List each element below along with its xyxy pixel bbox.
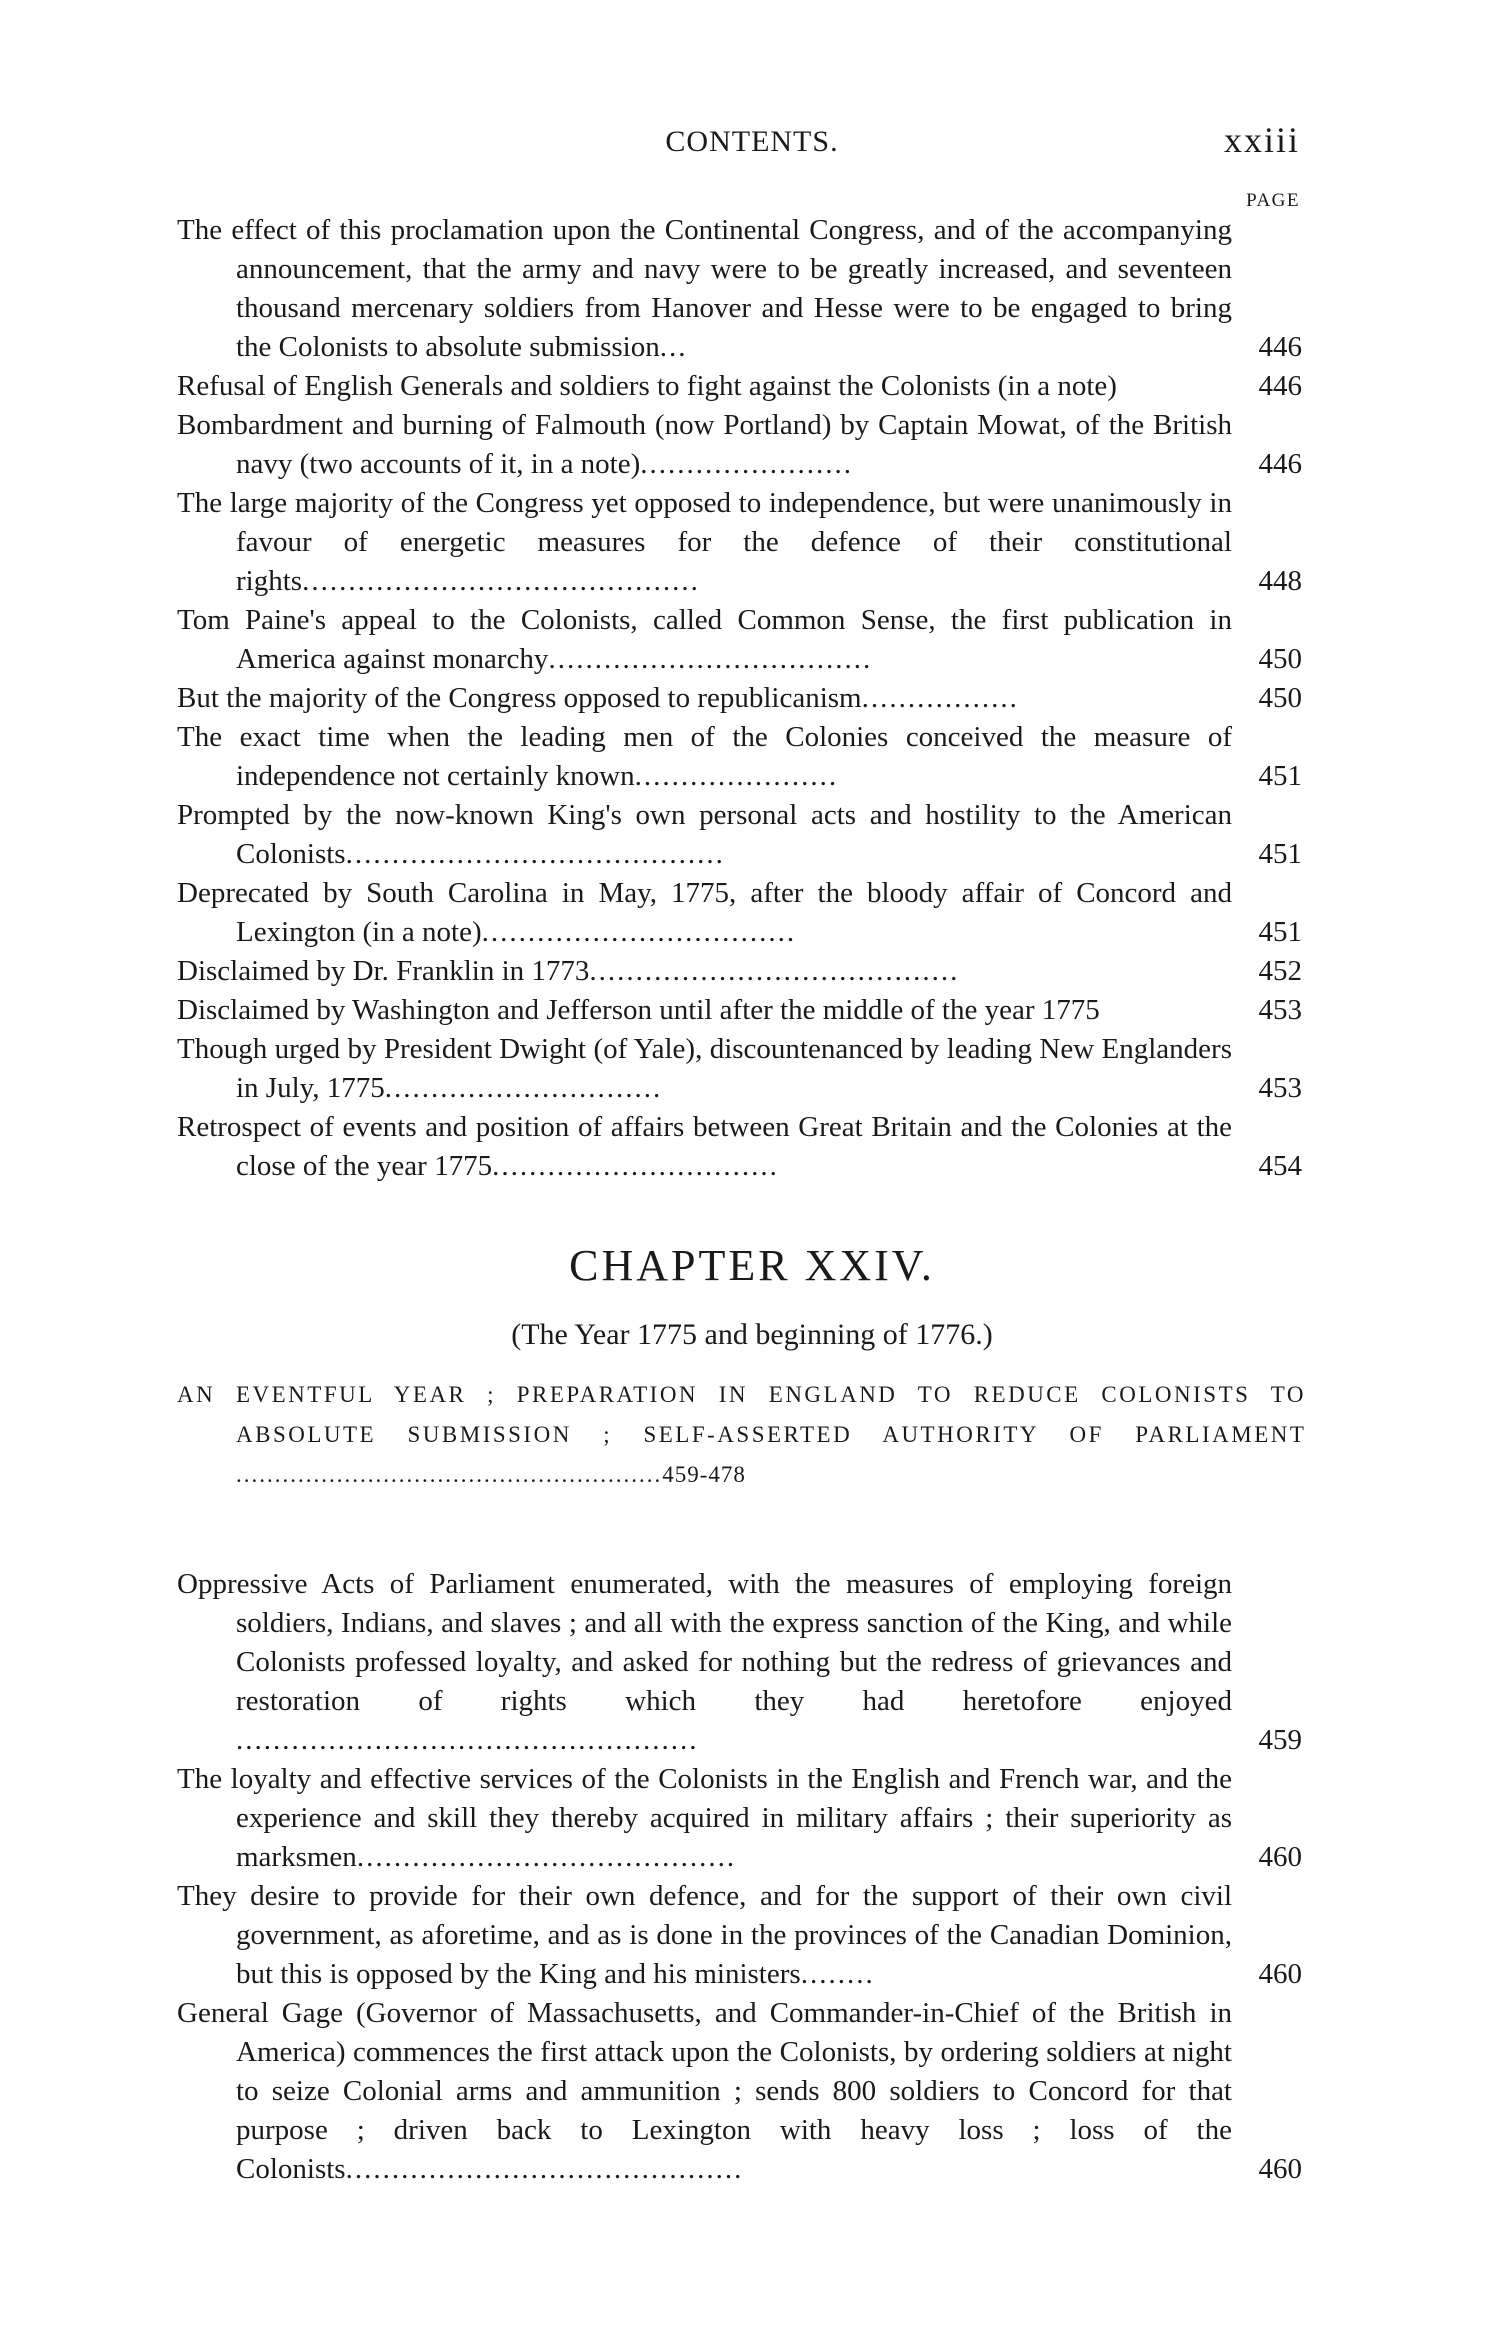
chapter-summary-pages: 459-478 xyxy=(662,1462,746,1487)
contents-entry: The effect of this proclamation upon the Continental Congress, and of the accompanying announcement, that the army and navy were to be greatly increased, and seventeen thousand mercenary soldiers from Hanover and Hesse were to be engaged to bring the Colonists to absolute submission... 446 xyxy=(177,214,1302,363)
contents-entry: Retrospect of events and position of affairs between Great Britain and the Colonies at the close of the year 1775............................... 454 xyxy=(177,1111,1302,1182)
running-title: CONTENTS. xyxy=(665,125,839,158)
page-number: xxiii xyxy=(1223,120,1300,160)
contents-entry: Though urged by President Dwight (of Yale), discountenanced by leading New Englanders in July, 1775.............................. 453 xyxy=(177,1033,1302,1104)
contents-entry: They desire to provide for their own defence, and for the support of their own civil government, as aforetime, and as is done in the provinces of the Canadian Dominion, but this is opposed by the King and his ministers........ 460 xyxy=(177,1880,1302,1990)
contents-entry: Deprecated by South Carolina in May, 1775, after the bloody affair of Concord and Lexington (in a note).................................. 451 xyxy=(177,877,1302,948)
contents-entry: Bombardment and burning of Falmouth (now Portland) by Captain Mowat, of the British navy (two accounts of it, in a note)....................... 446 xyxy=(177,409,1302,480)
contents-entry: Prompted by the now-known King's own personal acts and hostility to the American Colonists......................................... 451 xyxy=(177,799,1302,870)
chapter-title: CHAPTER XXIV. xyxy=(569,1241,935,1290)
contents-entry: The large majority of the Congress yet opposed to independence, but were unanimously in favour of energetic measures for the defence of their constitutional rights........................................... 448 xyxy=(177,487,1302,597)
contents-entry: Disclaimed by Washington and Jefferson until after the middle of the year 1775 453 xyxy=(177,994,1302,1026)
contents-entry: Tom Paine's appeal to the Colonists, called Common Sense, the first publication in America against monarchy................................... 450 xyxy=(177,604,1302,675)
contents-entry: Refusal of English Generals and soldiers to fight against the Colonists (in a note) 446 xyxy=(177,370,1302,402)
contents-entry: General Gage (Governor of Massachusetts, and Commander-in-Chief of the British in America) commences the first attack upon the Colonists, by ordering soldiers at night to seize Colonial arms and ammunition ; sends 800 soldiers to Concord for that purpose ; driven back to Lexington with heavy loss ; loss of the Colonists........................................... 460 xyxy=(177,1997,1302,2185)
running-head xyxy=(0,120,1504,175)
contents-entry: The exact time when the leading men of the Colonies conceived the measure of independence not certainly known...................... 451 xyxy=(177,721,1302,792)
chapter-subtitle: (The Year 1775 and beginning of 1776.) xyxy=(511,1318,993,1351)
contents-entry: Oppressive Acts of Parliament enumerated, with the measures of employing foreign soldiers, Indians, and slaves ; and all with the express sanction of the King, and while Colonists professed loyalty, and asked for nothing but the redress of grievances and restoration of rights which they had heretofore enjoyed .................................................. 459 xyxy=(177,1568,1302,1756)
contents-entry: The loyalty and effective services of the Colonists in the English and French war, and the experience and skill they thereby acquired in military affairs ; their superiority as marksmen......................................... 460 xyxy=(177,1763,1302,1873)
contents-list-top xyxy=(177,211,1302,1186)
contents-list-bottom xyxy=(177,1565,1302,2189)
chapter-summary: AN EVENTFUL YEAR ; PREPARATION IN ENGLAND TO REDUCE COLONISTS TO ABSOLUTE SUBMISSION ; SELF-ASSERTED AUTHORITY OF PARLIAMENT .......................................................459-478 xyxy=(177,1382,1306,1487)
contents-entry: But the majority of the Congress opposed to republicanism................. 450 xyxy=(177,682,1302,714)
contents-entry: Disclaimed by Dr. Franklin in 1773........................................ 452 xyxy=(177,955,1302,987)
page-column-label: PAGE xyxy=(1246,190,1300,211)
